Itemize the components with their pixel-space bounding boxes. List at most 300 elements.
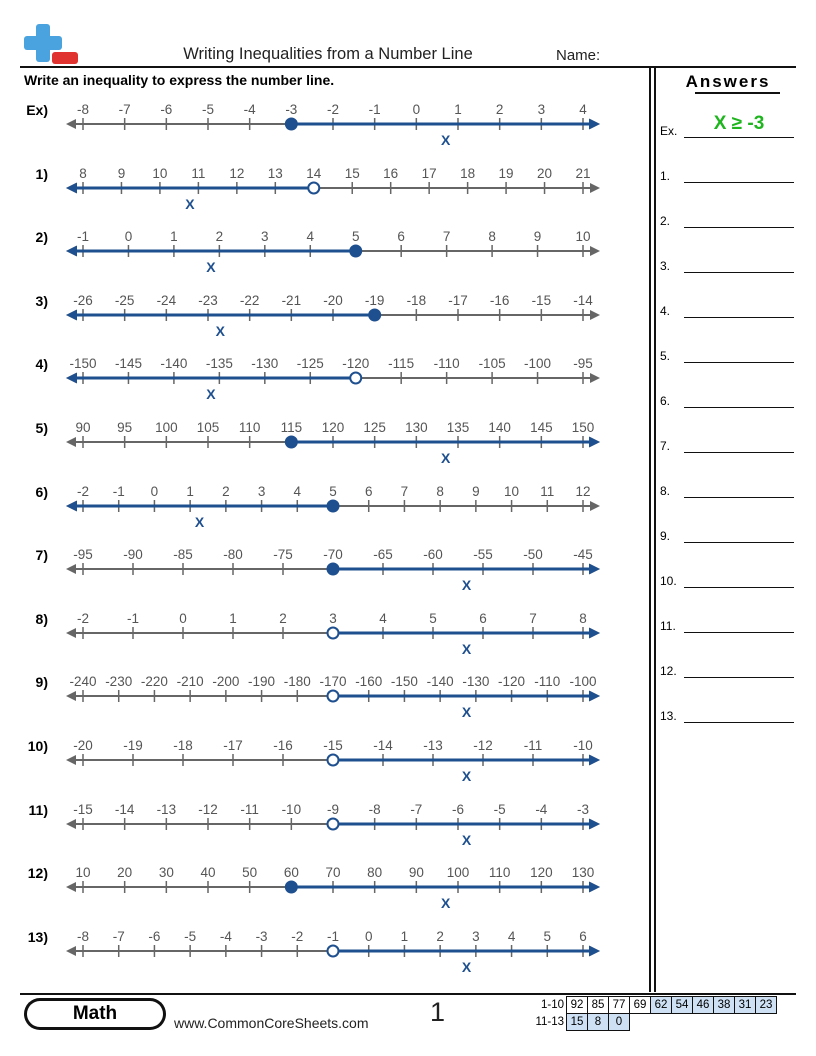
- open-endpoint: [328, 691, 339, 702]
- tick-label: 5: [329, 483, 337, 499]
- answer-number: 4.: [660, 304, 671, 318]
- tick-label: 50: [242, 865, 258, 881]
- tick-label: 0: [364, 928, 373, 944]
- left-arrow-icon: [66, 437, 76, 447]
- tick-label: 14: [306, 165, 322, 181]
- tick-label: -3: [285, 102, 298, 117]
- tick-label: -230: [105, 674, 133, 690]
- tick-label: 11: [540, 483, 555, 499]
- tick-label: 15: [344, 165, 360, 181]
- tick-label: -16: [273, 738, 293, 753]
- tick-label: -75: [273, 547, 293, 563]
- variable-label: X: [194, 513, 205, 530]
- score-cell: 85: [588, 997, 609, 1014]
- right-arrow-icon: [590, 501, 600, 511]
- tick-label: -4: [219, 928, 232, 944]
- tick-label: 30: [158, 865, 174, 881]
- answer-value: X ≥ -3: [713, 113, 765, 134]
- tick-label: 8: [79, 165, 87, 181]
- problem-label: 3): [35, 292, 48, 309]
- tick-label: -7: [410, 801, 423, 817]
- tick-label: 1: [186, 483, 194, 499]
- tick-label: 0: [150, 483, 159, 499]
- tick-label: 21: [575, 165, 591, 181]
- tick-label: 5: [543, 928, 552, 944]
- score-cell: 23: [756, 997, 777, 1014]
- solution-arrow-icon: [589, 882, 600, 893]
- tick-label: -14: [573, 292, 593, 308]
- tick-label: -200: [212, 674, 240, 690]
- tick-label: -2: [76, 610, 90, 626]
- tick-label: -22: [239, 292, 260, 308]
- tick-label: -5: [184, 928, 197, 944]
- variable-label: X: [461, 640, 472, 657]
- solution-arrow-icon: [589, 818, 600, 829]
- left-arrow-icon: [66, 119, 76, 129]
- answer-number: 1.: [660, 169, 671, 183]
- tick-label: -3: [255, 928, 268, 944]
- problem-label: 9): [35, 674, 48, 691]
- number-line: [0, 289, 816, 349]
- closed-endpoint: [286, 882, 297, 893]
- tick-label: -140: [160, 356, 188, 372]
- tick-label: 3: [472, 928, 480, 944]
- tick-label: -130: [251, 356, 279, 372]
- score-row-11-13: [528, 1014, 777, 1031]
- tick-label: -26: [73, 292, 93, 308]
- tick-label: -150: [69, 356, 97, 372]
- tick-label: -210: [176, 674, 204, 690]
- tick-label: 4: [507, 928, 516, 944]
- tick-label: -125: [296, 356, 324, 372]
- problem-label: 6): [35, 483, 48, 500]
- solution-arrow-icon: [589, 755, 600, 766]
- score-row-label: 11-13: [535, 1016, 564, 1028]
- number-line: [0, 225, 816, 285]
- tick-label: 95: [117, 420, 133, 435]
- problem-label: 12): [27, 865, 48, 882]
- answer-number: 7.: [660, 439, 671, 453]
- tick-label: 12: [229, 165, 245, 181]
- tick-label: -1: [76, 229, 90, 245]
- tick-label: 1: [229, 610, 237, 626]
- tick-label: 10: [575, 229, 591, 245]
- tick-label: -240: [69, 674, 97, 690]
- answer-number: 9.: [660, 529, 671, 543]
- tick-label: -15: [531, 292, 552, 308]
- tick-label: -1: [112, 483, 125, 499]
- right-arrow-icon: [590, 183, 600, 193]
- tick-label: -145: [114, 356, 142, 372]
- tick-label: -2: [76, 483, 90, 499]
- left-arrow-icon: [66, 819, 76, 829]
- tick-label: -220: [140, 674, 168, 690]
- tick-label: -12: [198, 801, 218, 817]
- tick-label: 130: [405, 420, 428, 435]
- tick-label: 7: [400, 483, 409, 499]
- tick-label: -85: [173, 547, 193, 563]
- answer-number: 12.: [660, 664, 677, 678]
- solution-arrow-icon: [589, 691, 600, 702]
- variable-label: X: [206, 259, 216, 276]
- closed-endpoint: [286, 119, 297, 130]
- solution-arrow-icon: [66, 309, 77, 320]
- answer-number: Ex.: [660, 124, 678, 138]
- open-endpoint: [308, 182, 319, 193]
- score-cell: 15: [567, 1014, 588, 1031]
- tick-label: -90: [123, 547, 143, 563]
- tick-label: -25: [114, 292, 135, 308]
- subject-badge-label: Math: [27, 1001, 163, 1027]
- tick-label: -2: [291, 928, 304, 944]
- tick-label: -15: [323, 738, 343, 753]
- variable-label: X: [461, 577, 472, 594]
- problem-label: 7): [35, 547, 48, 564]
- number-line: [0, 416, 816, 476]
- right-arrow-icon: [590, 246, 600, 256]
- tick-label: 145: [530, 420, 553, 435]
- problem-label: 10): [27, 738, 48, 754]
- tick-label: 105: [196, 420, 220, 435]
- score-cell: 38: [714, 997, 735, 1014]
- tick-label: -120: [498, 674, 526, 690]
- tick-label: -6: [148, 928, 161, 944]
- score-table: [528, 996, 777, 1031]
- tick-label: -45: [573, 547, 593, 563]
- tick-label: -130: [462, 674, 490, 690]
- left-arrow-icon: [66, 628, 76, 638]
- variable-label: X: [206, 386, 216, 403]
- solution-arrow-icon: [589, 119, 600, 130]
- problem-label: 5): [35, 420, 48, 436]
- number-line: [0, 798, 816, 858]
- right-arrow-icon: [590, 310, 600, 320]
- tick-label: 4: [379, 610, 387, 626]
- open-endpoint: [328, 818, 339, 829]
- tick-label: -11: [240, 801, 259, 817]
- left-arrow-icon: [66, 946, 76, 956]
- tick-label: -15: [73, 801, 93, 817]
- tick-label: -170: [319, 674, 347, 690]
- variable-label: X: [440, 132, 451, 148]
- tick-label: 5: [429, 610, 437, 626]
- tick-label: 10: [152, 165, 168, 181]
- tick-label: 9: [472, 483, 480, 499]
- tick-label: 60: [283, 865, 299, 881]
- variable-label: X: [461, 768, 472, 784]
- score-cell: 69: [630, 997, 651, 1014]
- tick-label: -10: [573, 738, 593, 753]
- tick-label: 3: [329, 610, 337, 626]
- tick-label: 7: [442, 229, 451, 245]
- left-arrow-icon: [66, 882, 76, 892]
- tick-label: -11: [523, 738, 543, 753]
- solution-arrow-icon: [66, 373, 77, 384]
- tick-label: -120: [342, 356, 370, 372]
- tick-label: -4: [535, 801, 548, 817]
- tick-label: 4: [293, 483, 302, 499]
- tick-label: 0: [412, 102, 421, 117]
- tick-label: 70: [325, 865, 341, 881]
- problem-label: 2): [35, 229, 48, 246]
- right-arrow-icon: [590, 373, 600, 383]
- tick-label: -19: [123, 738, 143, 753]
- tick-label: -100: [524, 356, 552, 372]
- score-cell: 77: [609, 997, 630, 1014]
- tick-label: 40: [200, 865, 216, 881]
- solution-arrow-icon: [66, 246, 77, 257]
- problem-label: 1): [35, 165, 48, 182]
- tick-label: -6: [160, 102, 173, 117]
- tick-label: 20: [117, 865, 133, 881]
- tick-label: 11: [191, 165, 206, 181]
- answer-number: 6.: [660, 394, 671, 408]
- number-line: [0, 98, 816, 158]
- tick-label: -18: [406, 292, 427, 308]
- instructions: Write an inequality to express the number line.: [24, 72, 335, 88]
- tick-label: -95: [73, 547, 93, 563]
- tick-label: -20: [323, 292, 343, 308]
- tick-label: -110: [534, 674, 561, 690]
- tick-label: -16: [489, 292, 510, 308]
- tick-label: 80: [367, 865, 383, 881]
- tick-label: -115: [388, 356, 415, 372]
- website-link[interactable]: www.CommonCoreSheets.com: [174, 1015, 369, 1031]
- tick-label: 12: [575, 483, 591, 499]
- number-line: [0, 543, 816, 603]
- tick-label: -190: [248, 674, 276, 690]
- tick-label: -95: [573, 356, 593, 372]
- page-number: 1: [430, 997, 446, 1027]
- tick-label: -4: [243, 102, 256, 117]
- score-spacer: [630, 1014, 777, 1031]
- score-row-label: 1-10: [540, 999, 564, 1011]
- tick-label: -17: [223, 738, 243, 753]
- tick-label: 6: [479, 610, 487, 626]
- tick-label: 2: [222, 483, 230, 499]
- tick-label: 16: [383, 165, 399, 181]
- tick-label: 5: [351, 229, 360, 245]
- tick-label: -65: [373, 547, 393, 563]
- tick-label: 125: [363, 420, 386, 435]
- answer-number: 5.: [660, 349, 671, 363]
- tick-label: 8: [579, 610, 587, 626]
- tick-label: 2: [495, 102, 504, 117]
- tick-label: -5: [201, 102, 215, 117]
- tick-label: -24: [156, 292, 177, 308]
- subject-badge: [24, 998, 166, 1030]
- tick-label: -18: [173, 738, 193, 753]
- tick-label: 0: [124, 229, 133, 245]
- tick-label: 8: [436, 483, 444, 499]
- tick-label: -1: [368, 102, 381, 117]
- number-line: [0, 734, 816, 794]
- tick-label: 0: [179, 610, 187, 626]
- closed-endpoint: [286, 437, 297, 448]
- problem-label: Ex): [26, 102, 48, 118]
- tick-label: -19: [364, 292, 385, 308]
- score-cell: 62: [651, 997, 672, 1014]
- closed-endpoint: [350, 246, 361, 257]
- tick-label: -7: [112, 928, 125, 944]
- tick-label: 20: [537, 165, 553, 181]
- variable-label: X: [461, 704, 472, 721]
- tick-label: 1: [454, 102, 462, 117]
- tick-label: -8: [368, 801, 381, 817]
- tick-label: 10: [504, 483, 520, 499]
- tick-label: 1: [170, 229, 178, 245]
- problem-label: 13): [27, 928, 48, 945]
- tick-label: 3: [257, 483, 266, 499]
- tick-label: -3: [576, 801, 590, 817]
- problem-label: 4): [35, 356, 48, 373]
- tick-label: 6: [579, 928, 587, 944]
- tick-label: 110: [488, 865, 511, 881]
- score-cell: 0: [609, 1014, 630, 1031]
- tick-label: -8: [76, 928, 90, 944]
- variable-label: X: [440, 450, 451, 466]
- left-arrow-icon: [66, 691, 76, 701]
- score-cell: 92: [567, 997, 588, 1014]
- open-endpoint: [350, 373, 361, 384]
- tick-label: 100: [446, 865, 470, 881]
- tick-label: -110: [433, 356, 460, 372]
- number-line: [0, 607, 816, 667]
- tick-label: 3: [261, 229, 269, 245]
- answers-heading: Answers: [685, 72, 771, 91]
- tick-label: 2: [279, 610, 287, 626]
- tick-label: -60: [423, 547, 443, 563]
- tick-label: 1: [400, 928, 409, 944]
- tick-label: 10: [75, 865, 91, 881]
- number-line: [0, 480, 816, 540]
- tick-label: -12: [473, 738, 493, 753]
- tick-label: 6: [364, 483, 373, 499]
- tick-label: -180: [283, 674, 311, 690]
- tick-label: -55: [473, 547, 493, 563]
- tick-label: -50: [523, 547, 543, 563]
- tick-label: 13: [267, 165, 283, 181]
- answer-number: 13.: [660, 709, 677, 723]
- tick-label: -20: [73, 738, 93, 753]
- tick-label: 7: [529, 610, 537, 626]
- open-endpoint: [328, 945, 339, 956]
- tick-label: -13: [423, 738, 443, 753]
- left-arrow-icon: [66, 564, 76, 574]
- solution-arrow-icon: [589, 945, 600, 956]
- tick-label: -2: [326, 102, 340, 117]
- tick-label: 3: [537, 102, 546, 117]
- tick-label: 120: [321, 420, 345, 435]
- answer-number: 11.: [660, 619, 676, 633]
- tick-label: 19: [498, 165, 514, 181]
- number-line: [0, 162, 816, 222]
- score-row-1-10: [528, 997, 777, 1014]
- tick-label: 2: [436, 928, 444, 944]
- tick-label: -135: [205, 356, 233, 372]
- solution-arrow-icon: [66, 500, 77, 511]
- tick-label: 130: [571, 865, 595, 881]
- left-arrow-icon: [66, 755, 76, 765]
- tick-label: -100: [569, 674, 597, 690]
- tick-label: -14: [114, 801, 135, 817]
- tick-label: -80: [223, 547, 243, 563]
- score-cell: 54: [672, 997, 693, 1014]
- solution-arrow-icon: [589, 437, 600, 448]
- tick-label: -21: [281, 292, 302, 308]
- variable-label: X: [461, 831, 472, 848]
- tick-label: -1: [126, 610, 140, 626]
- tick-label: -13: [156, 801, 177, 817]
- number-line: [0, 352, 816, 412]
- page-title: Writing Inequalities from a Number Line: [183, 45, 473, 63]
- solution-arrow-icon: [589, 627, 600, 638]
- tick-label: 150: [571, 420, 595, 435]
- tick-label: -150: [390, 674, 418, 690]
- tick-label: 9: [117, 165, 126, 181]
- problem-label: 11): [28, 801, 48, 818]
- tick-label: -8: [76, 102, 90, 117]
- closed-endpoint: [328, 500, 339, 511]
- tick-label: -10: [281, 801, 302, 817]
- variable-label: X: [185, 195, 195, 212]
- name-label: Name:: [556, 47, 601, 64]
- tick-label: -1: [326, 928, 340, 944]
- tick-label: 140: [488, 420, 511, 435]
- tick-label: 6: [397, 229, 405, 245]
- tick-label: 2: [215, 229, 224, 245]
- score-cell: 46: [693, 997, 714, 1014]
- score-cell: 8: [588, 1014, 609, 1031]
- tick-label: -5: [493, 801, 506, 817]
- solution-arrow-icon: [589, 564, 600, 575]
- tick-label: -9: [326, 801, 340, 817]
- tick-label: 120: [530, 865, 553, 881]
- solution-arrow-icon: [66, 182, 77, 193]
- tick-label: 110: [238, 420, 261, 435]
- header-divider: [20, 66, 796, 68]
- tick-label: 18: [460, 165, 476, 181]
- closed-endpoint: [369, 309, 380, 320]
- tick-label: -6: [451, 801, 465, 817]
- answer-number: 2.: [660, 214, 671, 228]
- answers-heading-underline: [695, 92, 780, 94]
- problem-label: 8): [35, 610, 48, 627]
- tick-label: 115: [280, 420, 303, 435]
- open-endpoint: [328, 755, 339, 766]
- variable-label: X: [440, 895, 451, 912]
- answer-number: 8.: [660, 484, 671, 498]
- answer-number: 10.: [660, 574, 677, 588]
- tick-label: -160: [355, 674, 383, 690]
- variable-label: X: [461, 958, 472, 975]
- number-line: [0, 861, 816, 921]
- closed-endpoint: [328, 564, 339, 575]
- variable-label: X: [215, 322, 226, 339]
- tick-label: 135: [446, 420, 470, 435]
- tick-label: 100: [155, 420, 178, 435]
- number-line: [0, 670, 816, 730]
- number-line: [0, 925, 816, 985]
- footer-divider: [20, 993, 796, 995]
- tick-label: 90: [75, 420, 91, 435]
- tick-label: 9: [533, 229, 542, 245]
- tick-label: -17: [448, 292, 468, 308]
- tick-label: 17: [421, 165, 437, 181]
- tick-label: -23: [198, 292, 218, 308]
- tick-label: -14: [373, 738, 393, 753]
- tick-label: -140: [426, 674, 454, 690]
